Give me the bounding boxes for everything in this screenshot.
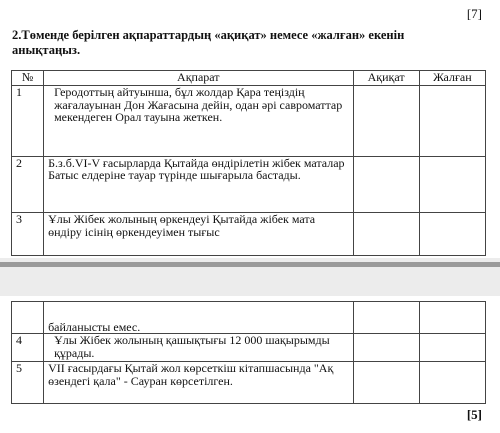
row-number (12, 302, 44, 334)
false-answer-cell[interactable] (419, 302, 485, 334)
row-number: 3 (12, 213, 44, 256)
table-row (12, 302, 486, 334)
row-statement (44, 362, 353, 404)
false-answer-cell[interactable] (419, 362, 485, 404)
true-answer-cell[interactable] (353, 86, 419, 157)
statement-text: Геродоттың айтуынша, бұл жолдар Қара теңіздің жағалауынан Дон Жағасына дейін, одан әрі савроматтар мекендеген Орал тауына жеткен. (54, 85, 343, 124)
page-break-stripe (0, 262, 500, 267)
row-statement (44, 334, 353, 362)
row-statement (44, 86, 353, 157)
row-statement (44, 213, 353, 256)
row-number: 4 (12, 334, 44, 362)
true-answer-cell[interactable] (353, 334, 419, 362)
table-row (12, 213, 486, 256)
total-marks-top: [7] (466, 6, 482, 21)
table-row (12, 362, 486, 404)
row-number: 1 (12, 86, 44, 157)
true-answer-cell[interactable] (353, 156, 419, 213)
false-answer-cell[interactable] (419, 156, 485, 213)
answer-table-bottom (11, 301, 486, 404)
true-answer-cell[interactable] (353, 362, 419, 404)
false-answer-cell[interactable] (419, 86, 485, 157)
section-marks-bottom: [5] (466, 407, 482, 422)
question-text: 2.Төменде берілген ақпараттардың «ақиқат» немесе «жалған» екенін анықтаңыз. (12, 28, 405, 57)
statement-text: Ұлы Жібек жолының өркендеуі Қытайда жібек мата өндіру ісінің өркендеуімен тығыс (48, 212, 316, 239)
false-answer-cell[interactable] (419, 213, 485, 256)
header-number: № (12, 71, 44, 86)
page-break-band (0, 258, 500, 296)
false-answer-cell[interactable] (419, 334, 485, 362)
table-row (12, 334, 486, 362)
table-row (12, 86, 486, 157)
table-row (12, 156, 486, 213)
true-answer-cell[interactable] (353, 213, 419, 256)
statement-text: Ұлы Жібек жолының қашықтығы 12 000 шақырымды құрады. (54, 333, 330, 360)
row-statement (44, 302, 353, 334)
row-number: 5 (12, 362, 44, 404)
statement-text: VII ғасырдағы Қытай жол көрсеткіш кітапшасында "Ақ өзендегі қала" - Сауран көрсетілген. (48, 361, 334, 388)
row-statement (44, 156, 353, 213)
statement-text: байланысты емес. (48, 319, 141, 334)
table-header-row (12, 71, 486, 86)
header-true: Ақиқат (353, 71, 419, 86)
header-information: Ақпарат (44, 71, 353, 86)
row-number: 2 (12, 156, 44, 213)
true-answer-cell[interactable] (353, 302, 419, 334)
answer-table-top (11, 70, 486, 256)
statement-text: Б.з.б.VI-V ғасырларда Қытайда өндірілетін жібек маталар Батыс елдеріне тауар түрінде шығарыла бастады. (48, 155, 345, 183)
header-false: Жалған (419, 71, 485, 86)
